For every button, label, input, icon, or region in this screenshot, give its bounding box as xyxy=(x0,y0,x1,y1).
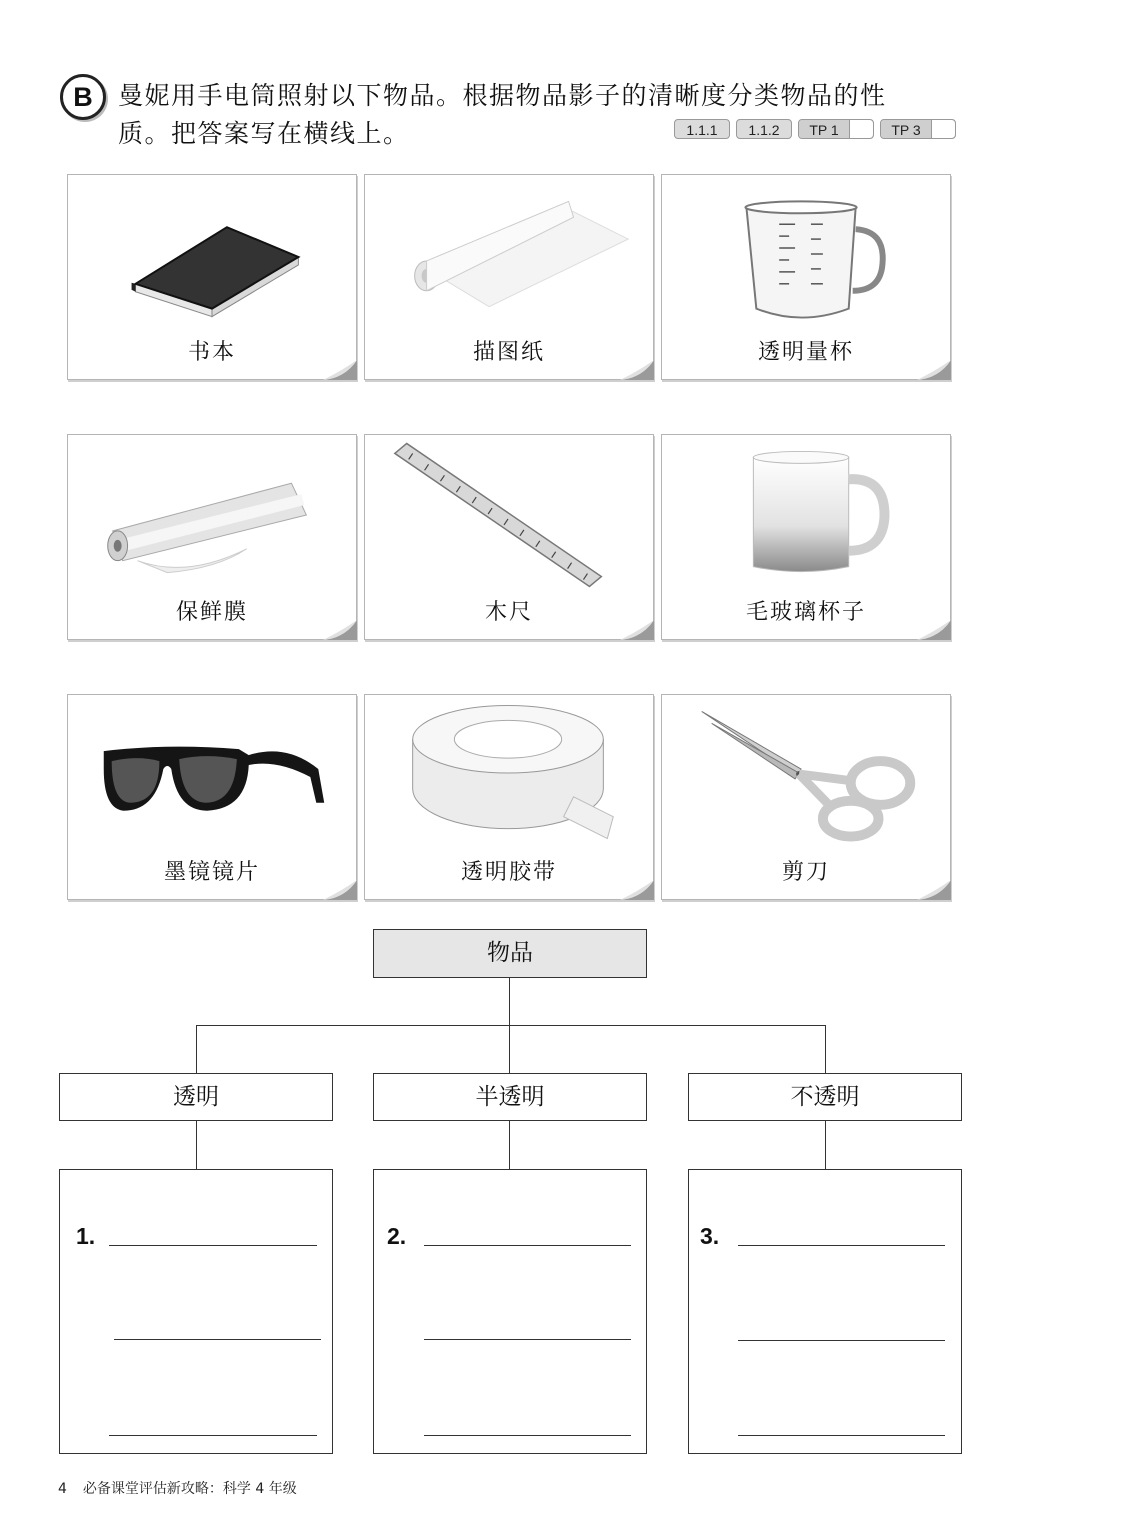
answer-line[interactable] xyxy=(738,1245,945,1246)
item-card-scissors xyxy=(661,694,951,900)
answer-line[interactable] xyxy=(109,1245,317,1246)
answer-number-2: 2. xyxy=(387,1223,407,1249)
frosted-mug-icon xyxy=(662,439,950,589)
item-label: 剪刀 xyxy=(781,860,830,885)
tag-row xyxy=(674,119,956,139)
category-transparent-box: 透明 xyxy=(59,1073,333,1121)
book-icon xyxy=(68,179,356,329)
answer-line[interactable] xyxy=(424,1245,631,1246)
item-label: 墨镜镜片 xyxy=(163,860,260,885)
item-card-sunglasses xyxy=(67,694,357,900)
answer-line[interactable] xyxy=(109,1435,317,1436)
tag-tp3 xyxy=(880,119,956,139)
answer-line[interactable] xyxy=(738,1435,945,1436)
tag-tp3-checkbox[interactable] xyxy=(931,120,955,138)
tag-tp3-label: TP 3 xyxy=(881,120,931,138)
page-curl-icon xyxy=(620,360,654,380)
item-card-book xyxy=(67,174,357,380)
item-label: 描图纸 xyxy=(472,340,545,365)
answer-box-opaque xyxy=(688,1169,962,1454)
tag-1-1-2: 1.1.2 xyxy=(736,119,792,139)
answer-box-transparent xyxy=(59,1169,333,1454)
answer-box-translucent xyxy=(373,1169,647,1454)
tag-tp1-checkbox[interactable] xyxy=(849,120,873,138)
item-card-tracing-paper xyxy=(364,174,654,380)
sunglasses-icon xyxy=(68,699,356,849)
connector-line xyxy=(196,1121,197,1169)
connector-line xyxy=(509,978,510,1025)
connector-line xyxy=(825,1121,826,1169)
item-card-measuring-cup xyxy=(661,174,951,380)
page-curl-icon xyxy=(620,880,654,900)
ruler-icon xyxy=(365,439,653,589)
tag-1-1-1: 1.1.1 xyxy=(674,119,730,139)
connector-line xyxy=(509,1025,510,1073)
page-curl-icon xyxy=(323,880,357,900)
connector-line xyxy=(196,1025,197,1073)
page-curl-icon xyxy=(323,360,357,380)
item-label: 木尺 xyxy=(484,600,533,625)
item-label: 透明量杯 xyxy=(757,340,854,365)
answer-number-1: 1. xyxy=(76,1223,96,1249)
section-badge: B xyxy=(60,74,106,120)
tree-root-box: 物品 xyxy=(373,929,647,978)
question-line-1: 曼妮用手电筒照射以下物品。根据物品影子的清晰度分类物品的性 xyxy=(118,81,887,110)
page-curl-icon xyxy=(323,620,357,640)
scissors-icon xyxy=(662,699,950,849)
page-curl-icon xyxy=(917,620,951,640)
category-translucent-box: 半透明 xyxy=(373,1073,647,1121)
item-card-frosted-mug xyxy=(661,434,951,640)
tag-tp1-label: TP 1 xyxy=(799,120,849,138)
page-number: 4 xyxy=(58,1481,67,1497)
connector-line xyxy=(196,1025,826,1026)
answer-line[interactable] xyxy=(424,1435,631,1436)
question-line-2: 质。把答案写在横线上。 xyxy=(118,119,410,148)
tracing-paper-icon xyxy=(365,179,653,329)
answer-line[interactable] xyxy=(114,1339,321,1340)
answer-line[interactable] xyxy=(424,1339,631,1340)
item-card-tape xyxy=(364,694,654,900)
item-label: 保鲜膜 xyxy=(175,600,248,625)
page-curl-icon xyxy=(917,880,951,900)
category-opaque-box: 不透明 xyxy=(688,1073,962,1121)
item-card-cling-film xyxy=(67,434,357,640)
page-curl-icon xyxy=(620,620,654,640)
page-curl-icon xyxy=(917,360,951,380)
item-label: 书本 xyxy=(187,340,236,365)
tape-icon xyxy=(365,699,653,849)
answer-line[interactable] xyxy=(738,1340,945,1341)
cling-film-icon xyxy=(68,439,356,589)
connector-line xyxy=(825,1025,826,1073)
answer-number-3: 3. xyxy=(700,1223,720,1249)
measuring-cup-icon xyxy=(662,179,950,329)
item-label: 毛玻璃杯子 xyxy=(745,600,866,625)
book-title: 必备课堂评估新攻略：科学 4 年级 xyxy=(82,1481,297,1497)
page-footer xyxy=(58,1478,297,1498)
item-card-ruler xyxy=(364,434,654,640)
tag-tp1 xyxy=(798,119,874,139)
connector-line xyxy=(509,1121,510,1169)
item-label: 透明胶带 xyxy=(460,860,557,885)
